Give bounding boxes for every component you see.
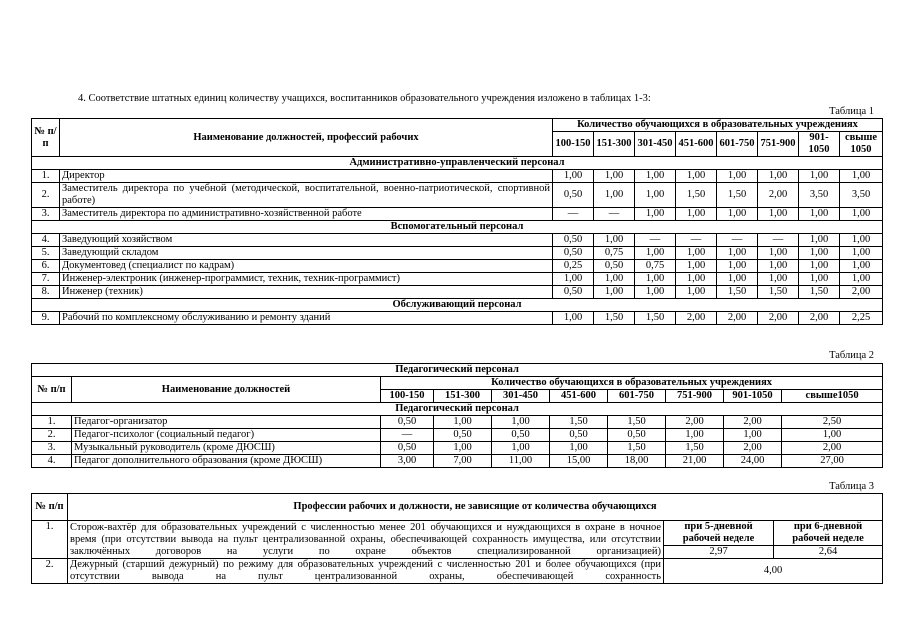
row-number: 4. <box>32 234 60 247</box>
value-cell: 1,00 <box>717 260 758 273</box>
row-number: 2. <box>32 429 72 442</box>
value-cell: 3,50 <box>840 183 883 208</box>
position-name: Документовед (специалист по кадрам) <box>60 260 553 273</box>
position-name: Инженер (техник) <box>60 286 553 299</box>
value-cell: 2,00 <box>717 312 758 325</box>
value-cell: 1,00 <box>840 260 883 273</box>
value-cell: 1,00 <box>840 208 883 221</box>
value-cell: 0,50 <box>381 442 434 455</box>
table2-caption: Таблица 2 <box>829 350 874 361</box>
value-cell: — <box>553 208 594 221</box>
row-number: 7. <box>32 273 60 286</box>
value-cell: 0,50 <box>434 429 492 442</box>
range-header-cell: 100-150 <box>381 390 434 403</box>
value-cell: 1,00 <box>799 234 840 247</box>
position-name: Директор <box>60 170 553 183</box>
value-cell: 1,00 <box>758 273 799 286</box>
range-header-cell: 601-750 <box>608 390 666 403</box>
header-group-cell: Количество обучающихся в образовательных учреждениях <box>553 119 883 132</box>
value-cell: 11,00 <box>492 455 550 468</box>
value-cell: 1,00 <box>594 183 635 208</box>
value-cell: 1,00 <box>676 286 717 299</box>
value-cell: 1,50 <box>799 286 840 299</box>
value-cell: — <box>635 234 676 247</box>
value-cell: — <box>381 429 434 442</box>
row-number: 2. <box>32 183 60 208</box>
value-cell: 0,75 <box>594 247 635 260</box>
position-name: Педагог-психолог (социальный педагог) <box>72 429 381 442</box>
value-cell: 2,00 <box>758 312 799 325</box>
table-row <box>32 234 883 247</box>
row-number: 1. <box>32 416 72 429</box>
value-cell: 0,50 <box>594 260 635 273</box>
value-cell: 27,00 <box>782 455 883 468</box>
value-cell: 7,00 <box>434 455 492 468</box>
value-cell: 1,00 <box>799 273 840 286</box>
value-cell: 1,00 <box>635 286 676 299</box>
position-name: Рабочий по комплексному обслуживанию и ремонту зданий <box>60 312 553 325</box>
position-name: Педагог дополнительного образования (кроме ДЮСШ) <box>72 455 381 468</box>
value-cell: 2,00 <box>782 442 883 455</box>
header-5-day-week: при 5-дневной рабочей неделе <box>664 521 774 546</box>
table-row <box>32 286 883 299</box>
value-cell: 1,50 <box>676 183 717 208</box>
value-cell: 2,00 <box>840 286 883 299</box>
value-cell: 1,50 <box>608 442 666 455</box>
header-number-cell: № п/п <box>32 494 68 521</box>
table1-caption: Таблица 1 <box>829 106 874 117</box>
value-cell: 2,00 <box>724 416 782 429</box>
value-cell: 3,50 <box>799 183 840 208</box>
value-cell: 1,00 <box>758 247 799 260</box>
value-cell: 1,50 <box>594 312 635 325</box>
value-cell: 1,00 <box>434 442 492 455</box>
value-cell: 1,00 <box>594 273 635 286</box>
value-cell: 1,00 <box>799 170 840 183</box>
value-cell: 0,50 <box>608 429 666 442</box>
value-cell: — <box>676 234 717 247</box>
value-cell: 1,00 <box>840 170 883 183</box>
value-cell: 1,00 <box>799 247 840 260</box>
value-cell: 0,50 <box>553 286 594 299</box>
section-title: Административно-управленческий персонал <box>32 157 883 170</box>
position-name: Инженер-электроник (инженер-программист, техник, техник-программист) <box>60 273 553 286</box>
value-cell: 2,00 <box>666 416 724 429</box>
table-row <box>32 521 883 546</box>
value-cell: 0,50 <box>381 416 434 429</box>
value-cell: 1,00 <box>676 260 717 273</box>
value-cell: 4,00 <box>664 559 883 584</box>
value-cell: 18,00 <box>608 455 666 468</box>
table2-title: Педагогический персонал <box>32 364 883 377</box>
value-cell: 1,00 <box>758 260 799 273</box>
value-cell: 1,00 <box>758 170 799 183</box>
position-name: Дежурный (старший дежурный) по режиму для образовательных учреждений с численностью 201 и более обучающихся (при отсутствии вывода на пульт централизованной охраны, обеспечивающей сохранность <box>68 559 664 584</box>
value-cell: 1,00 <box>594 286 635 299</box>
value-cell: 2,00 <box>758 183 799 208</box>
value-cell: 1,00 <box>840 273 883 286</box>
table-row <box>32 559 883 584</box>
table1-header-row <box>32 119 883 132</box>
table-row <box>32 312 883 325</box>
value-cell: 1,50 <box>635 312 676 325</box>
value-cell: — <box>758 234 799 247</box>
value-cell: 2,00 <box>676 312 717 325</box>
value-cell: 0,50 <box>553 247 594 260</box>
value-cell: — <box>717 234 758 247</box>
section-title: Обслуживающий персонал <box>32 299 883 312</box>
value-cell: 24,00 <box>724 455 782 468</box>
range-header-cell: 751-900 <box>666 390 724 403</box>
section-row <box>32 157 883 170</box>
intro-text: 4. Соответствие штатных единиц количеству учащихся, воспитанников образовательного учреждения изложено в таблицах 1-3: <box>78 93 651 104</box>
row-number: 1. <box>32 170 60 183</box>
table-row <box>32 442 883 455</box>
section-title: Вспомогательный персонал <box>32 221 883 234</box>
range-header-cell: 451-600 <box>550 390 608 403</box>
value-cell: 1,00 <box>717 170 758 183</box>
header-name-cell: Наименование должностей <box>72 377 381 403</box>
value-cell: 1,00 <box>799 208 840 221</box>
table3-header-row <box>32 494 883 521</box>
value-cell: 1,00 <box>635 247 676 260</box>
position-name: Музыкальный руководитель (кроме ДЮСШ) <box>72 442 381 455</box>
value-cell: 1,00 <box>717 208 758 221</box>
row-number: 2. <box>32 559 68 584</box>
value-cell: 1,50 <box>666 442 724 455</box>
value-cell: 0,50 <box>550 429 608 442</box>
position-name: Сторож-вахтёр для образовательных учреждений с численностью менее 201 обучающихся и нуждающихся в охране в ночное время (при отсутствии вывода на пульт централизованной охраны, обеспечивающей сохранность имущества, или отсутствии заключённых договоров на услуги по охране объектов специализированной организацией) <box>68 521 664 559</box>
value-cell: 1,00 <box>724 429 782 442</box>
value-cell: 1,00 <box>758 208 799 221</box>
value-cell: 0,50 <box>492 429 550 442</box>
table-row <box>32 429 883 442</box>
table-row <box>32 170 883 183</box>
value-cell: 1,00 <box>594 234 635 247</box>
value-cell: 1,00 <box>782 429 883 442</box>
table-row <box>32 183 883 208</box>
range-header-cell: 751-900 <box>758 132 799 157</box>
value-cell: 0,25 <box>553 260 594 273</box>
position-name: Педагог-организатор <box>72 416 381 429</box>
value-cell: 1,50 <box>550 416 608 429</box>
value-cell: 2,50 <box>782 416 883 429</box>
value-cell: 0,75 <box>635 260 676 273</box>
value-cell: 0,50 <box>553 234 594 247</box>
row-number: 6. <box>32 260 60 273</box>
table-row <box>32 247 883 260</box>
range-header-cell: свыше 1050 <box>840 132 883 157</box>
value-cell: 1,00 <box>635 208 676 221</box>
table-row <box>32 260 883 273</box>
section-title: Педагогический персонал <box>32 403 883 416</box>
value-cell: 1,00 <box>492 442 550 455</box>
range-header-cell: 151-300 <box>434 390 492 403</box>
row-number: 3. <box>32 442 72 455</box>
value-cell: 2,25 <box>840 312 883 325</box>
value-cell: 1,00 <box>676 273 717 286</box>
row-number: 1. <box>32 521 68 559</box>
value-cell: 2,97 <box>664 546 774 559</box>
value-cell: 1,50 <box>717 183 758 208</box>
range-header-cell: 451-600 <box>676 132 717 157</box>
section-row <box>32 299 883 312</box>
value-cell: 1,00 <box>840 247 883 260</box>
value-cell: 1,00 <box>676 170 717 183</box>
value-cell: 1,00 <box>553 170 594 183</box>
value-cell: 1,00 <box>635 183 676 208</box>
value-cell: 1,00 <box>550 442 608 455</box>
range-header-cell: 901-1050 <box>799 132 840 157</box>
header-title-cell: Профессии рабочих и должности, не зависящие от количества обучающихся <box>68 494 883 521</box>
range-header-cell: 901-1050 <box>724 390 782 403</box>
table2-title-row <box>32 364 883 377</box>
position-name: Заведующий хозяйством <box>60 234 553 247</box>
range-header-cell: 301-450 <box>492 390 550 403</box>
value-cell: 21,00 <box>666 455 724 468</box>
value-cell: 15,00 <box>550 455 608 468</box>
table-row <box>32 208 883 221</box>
row-number: 4. <box>32 455 72 468</box>
range-header-cell: 100-150 <box>553 132 594 157</box>
value-cell: 2,00 <box>799 312 840 325</box>
staff-table-3 <box>31 493 883 584</box>
table-row <box>32 455 883 468</box>
value-cell: 1,00 <box>840 234 883 247</box>
header-name-cell: Наименование должностей, профессий рабочих <box>60 119 553 157</box>
value-cell: 0,50 <box>553 183 594 208</box>
header-number-cell: № п/п <box>32 377 72 403</box>
section-row <box>32 221 883 234</box>
value-cell: 2,64 <box>774 546 883 559</box>
value-cell: 1,50 <box>717 286 758 299</box>
table3-caption: Таблица 3 <box>829 481 874 492</box>
row-number: 9. <box>32 312 60 325</box>
value-cell: 1,50 <box>608 416 666 429</box>
value-cell: 1,00 <box>635 170 676 183</box>
header-number-cell: № п/п <box>32 119 60 157</box>
value-cell: 1,50 <box>758 286 799 299</box>
value-cell: 1,00 <box>676 247 717 260</box>
range-header-cell: 151-300 <box>594 132 635 157</box>
value-cell: 1,00 <box>717 273 758 286</box>
table-row <box>32 416 883 429</box>
value-cell: 1,00 <box>492 416 550 429</box>
value-cell: 1,00 <box>553 273 594 286</box>
header-group-cell: Количество обучающихся в образовательных учреждениях <box>381 377 883 390</box>
section-row <box>32 403 883 416</box>
value-cell: 1,00 <box>676 208 717 221</box>
row-number: 3. <box>32 208 60 221</box>
staff-table-2 <box>31 363 883 468</box>
position-name: Заместитель директора по административно-хозяйственной работе <box>60 208 553 221</box>
staff-table-1 <box>31 118 883 325</box>
range-header-cell: 301-450 <box>635 132 676 157</box>
value-cell: 1,00 <box>717 247 758 260</box>
value-cell: — <box>594 208 635 221</box>
value-cell: 1,00 <box>553 312 594 325</box>
table2-header-row <box>32 377 883 390</box>
value-cell: 1,00 <box>594 170 635 183</box>
value-cell: 1,00 <box>635 273 676 286</box>
range-header-cell: 601-750 <box>717 132 758 157</box>
header-6-day-week: при 6-дневной рабочей неделе <box>774 521 883 546</box>
range-header-cell: свыше1050 <box>782 390 883 403</box>
table-row <box>32 273 883 286</box>
value-cell: 3,00 <box>381 455 434 468</box>
row-number: 8. <box>32 286 60 299</box>
value-cell: 1,00 <box>799 260 840 273</box>
position-name: Заместитель директора по учебной (методической, воспитательной, военно-патриотической, спортивной работе) <box>60 183 553 208</box>
row-number: 5. <box>32 247 60 260</box>
position-name: Заведующий складом <box>60 247 553 260</box>
value-cell: 1,00 <box>434 416 492 429</box>
value-cell: 2,00 <box>724 442 782 455</box>
value-cell: 1,00 <box>666 429 724 442</box>
